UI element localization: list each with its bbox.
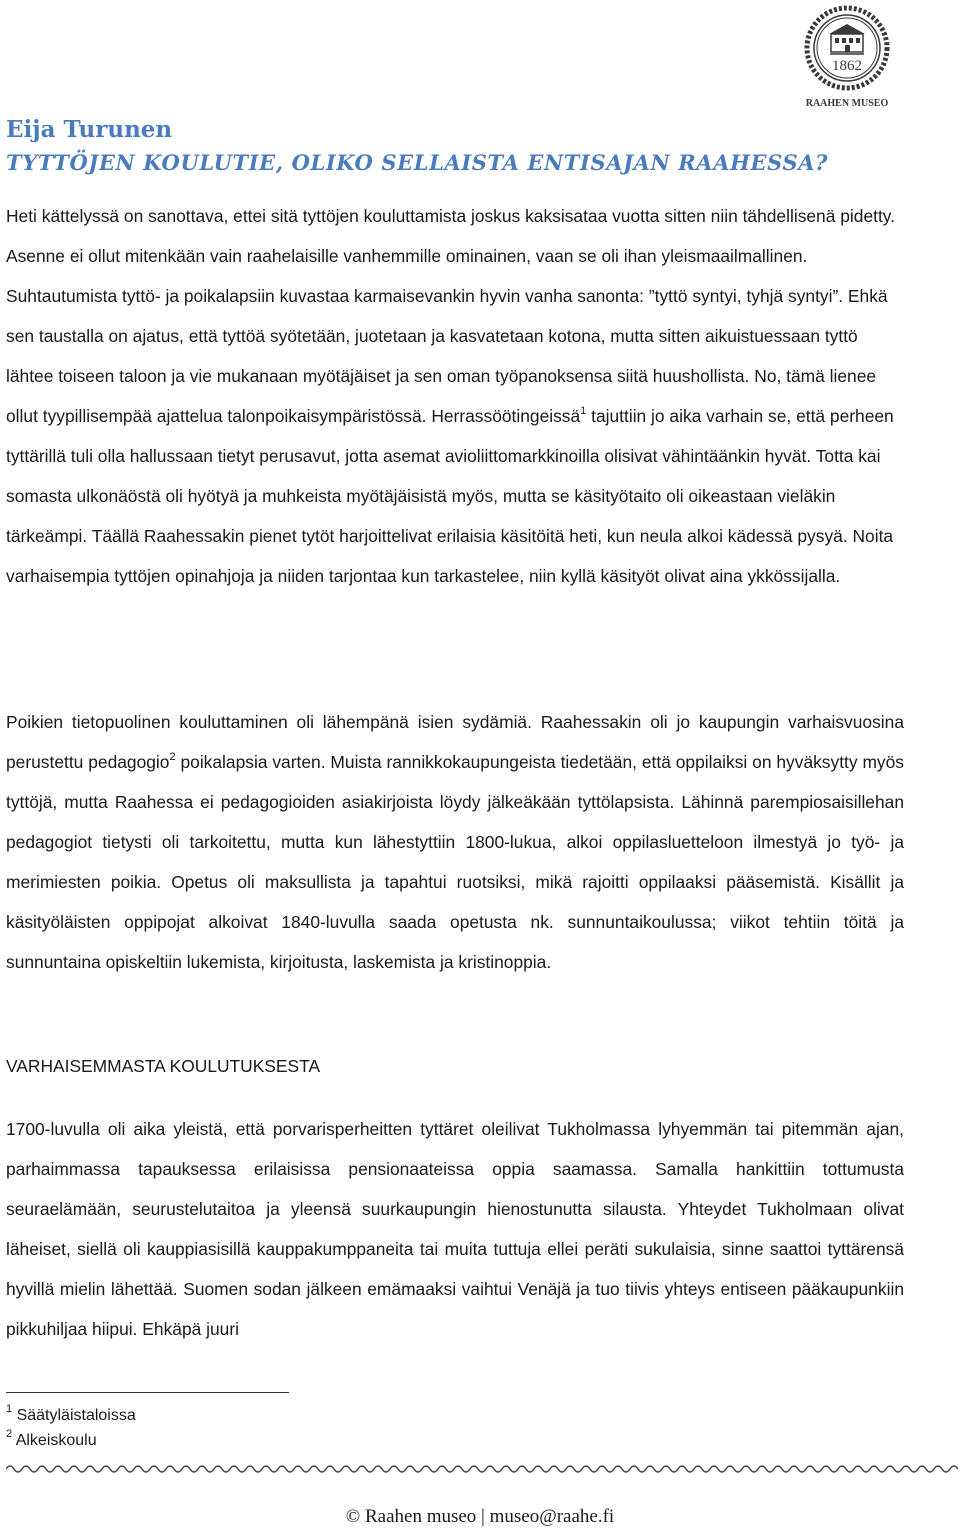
- paragraph-1-text-continued: tajuttiin jo aika varhain se, että perheen tyttärillä tuli olla hallussaan tietyt perusavut, jotta asemat avioliittomarkkinoilla olisivat vähintäänkin hyvät. Totta kai somasta ulkonäöstä oli hyötyä ja muhkeista myötäjäisistä myös, mutta se käsityötaito oli oikeastaan vieläkin tärkeämpi. Täällä Raahessakin pienet tytöt harjoittelivat erilaisia käsitöitä heti, kun neula alkoi kädessä pysyä. Noita varhaisempia tyttöjen opinahjoja ja niiden tarjontaa kun tarkastelee, niin kyllä käsityöt olivat aina ykkössijalla.: [6, 406, 894, 586]
- logo-year: 1862: [832, 58, 862, 74]
- paragraph-2-text-continued: poikalapsia varten. Muista rannikkokaupungeista tiedetään, että oppilaiksi on hyväksytty myös tyttöjä, mutta Raahessa ei pedagogioiden asiakirjoista löydy jälkeäkään tyttölapsista. Lähinnä parempiosaisillehan pedagogiot tietysti oli tarkoitettu, mutta kun lähestyttiin 1800-lukua, alkoi oppilasluetteloon ilmestyä jo työ- ja merimiesten poikia. Opetus oli maksullista ja tapahtui ruotsiksi, mikä rajoitti oppilaaksi pääsemistä. Kisällit ja käsityöläisten oppipojat alkoivat 1840-luvulla saada opetusta nk. sunnuntaikoulussa; viikot tehtiin töitä ja sunnuntaina opiskeltiin lukemista, kirjoitusta, laskemista ja kristinoppia.: [6, 752, 904, 972]
- footer-ornament-rule: [6, 1462, 958, 1476]
- footnote-ref-2: 2: [169, 751, 176, 763]
- footnote-1-number: 1: [6, 1403, 13, 1415]
- footer-contact: © Raahen museo | museo@raahe.fi: [345, 1506, 615, 1527]
- article-title: TYTTÖJEN KOULUTIE, OLIKO SELLAISTA ENTISAJAN RAAHESSA?: [6, 150, 829, 175]
- paragraph-2-text: Poikien tietopuolinen kouluttaminen oli lähempänä isien sydämiä. Raahessakin oli jo kaupungin varhaisvuosina perustettu pedagogio: [6, 712, 904, 772]
- footnote-ref-1: 1: [580, 405, 587, 417]
- logo-name: RAAHEN MUSEO: [805, 98, 889, 109]
- footnote-divider: [6, 1392, 289, 1393]
- footnote-2-text: Alkeiskoulu: [15, 1432, 97, 1449]
- paragraph-1: [6, 196, 904, 596]
- footnote-2: [6, 1428, 97, 1451]
- paragraph-3: 1700-luvulla oli aika yleistä, että porvarisperheitten tyttäret oleilivat Tukholmassa lyhyemmän tai pitemmän ajan, parhaimmassa tapauksessa erilaisissa pensionaateissa oppia saamassa. Samalla hankittiin tottumusta seuraelämään, seurustelutaitoa ja yleensä suurkaupungin hienostunutta silausta. Yhteydet Tukholmaan olivat läheiset, siellä oli kauppiasisillä kauppakumppaneita tai muita tuttuja ellei peräti sukulaisia, sinne saattoi tyttärensä hyvillä mielin lähettää. Suomen sodan jälkeen emämaaksi vaihtui Venäjä ja tuo tiivis yhteys entiseen pääkaupunkiin pikkuhiljaa hiipui. Ehkäpä juuri: [6, 1119, 904, 1339]
- paragraph-2: [6, 702, 904, 982]
- footnote-1: [6, 1403, 136, 1426]
- paragraph-1-text: Heti kättelyssä on sanottava, ettei sitä tyttöjen kouluttamista joskus kaksisataa vuotta sitten niin tähdellisenä pidetty. Asenne ei ollut mitenkään vain raahelaisille vanhemmille ominainen, vaan se oli ihan yleismaailmallinen. Suhtautumista tyttö- ja poikalapsiin kuvastaa karmaisevankin hyvin vanha sanonta: ”tyttö syntyi, tyhjä syntyi”. Ehkä sen taustalla on ajatus, että tyttöä syötetään, juotetaan ja kasvatetaan kotona, mutta sitten aikuistuessaan tyttö lähtee toiseen taloon ja vie mukanaan myötäjäiset ja sen oman työpanoksensa siitä huushollista. No, tämä lienee ollut tyypillisempää ajattelua talonpoikaisympäristössä. Herrassöötingeissä: [6, 206, 896, 426]
- footnote-1-text: Säätyläistaloissa: [16, 1407, 136, 1424]
- raahen-museo-logo: [800, 4, 894, 110]
- footnote-2-number: 2: [6, 1428, 13, 1440]
- section-heading: VARHAISEMMASTA KOULUTUKSESTA: [6, 1056, 321, 1076]
- author-name: Eija Turunen: [6, 116, 173, 143]
